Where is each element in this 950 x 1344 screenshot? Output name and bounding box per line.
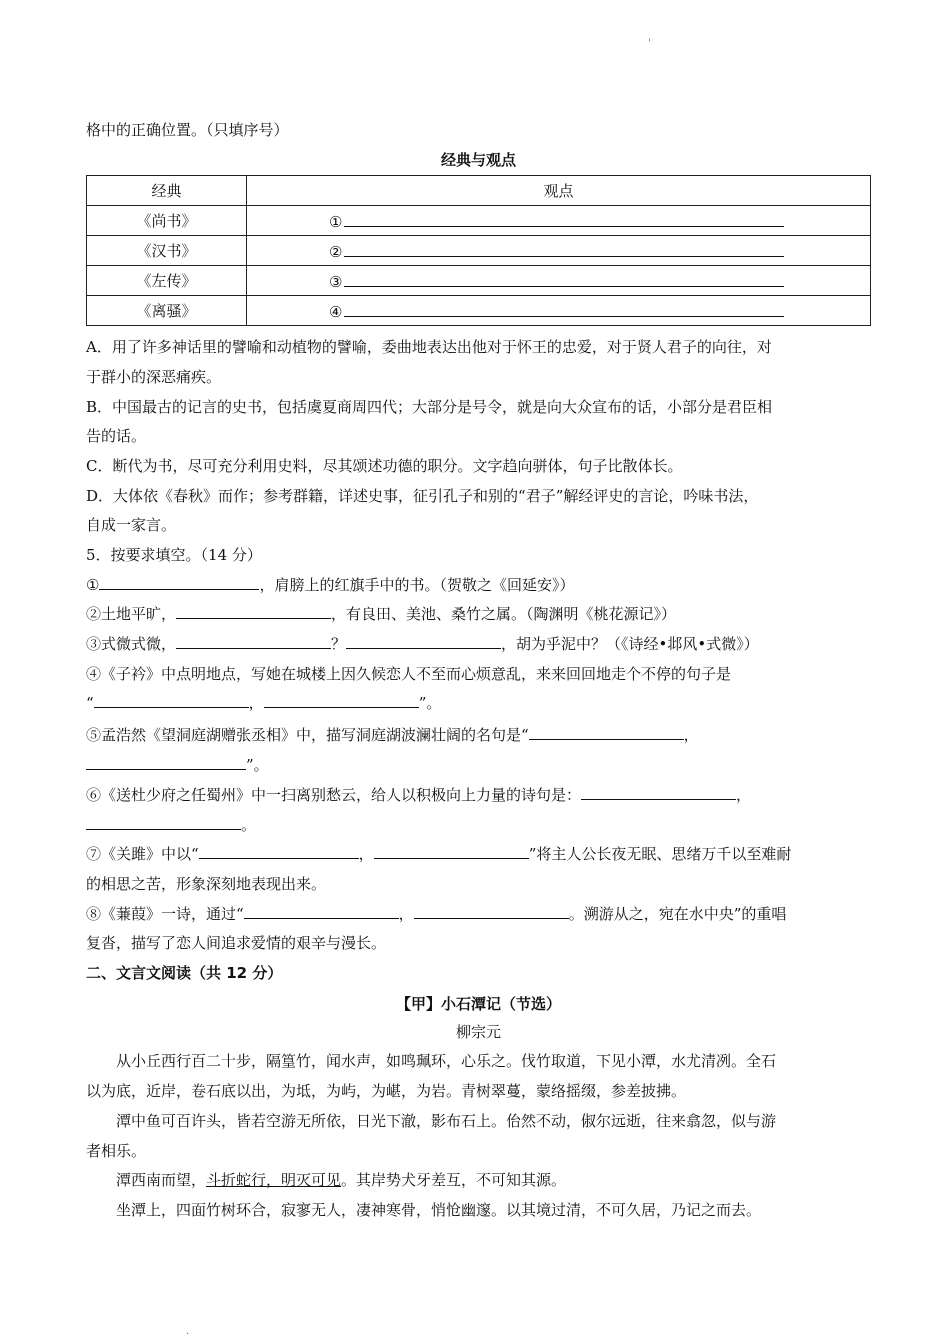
item-text: ②土地平旷， [86, 605, 177, 623]
answer-blank[interactable] [86, 815, 241, 830]
item-text: ，有良田、美池、桑竹之属。（陶渊明《桃花源记》） [331, 605, 677, 623]
item-text: ⑥《送杜少府之任蜀州》中一扫离别愁云，给人以积极向上力量的诗句是： [86, 786, 582, 804]
intro-fragment: 格中的正确位置。（只填序号） [86, 121, 289, 139]
item-text: ， [248, 694, 264, 712]
answer-blank[interactable] [244, 904, 399, 919]
fill-item-3 [86, 633, 876, 655]
classic-cell: 《离骚》 [87, 296, 247, 326]
passage-text: 。其岸势犬牙差互，不可知其源。 [341, 1171, 567, 1189]
passage-title: 【甲】小石潭记（节选） [395, 995, 561, 1013]
slot-number: ① [329, 213, 343, 231]
passage-p2-line2: 者相乐。 [86, 1142, 147, 1160]
fill-item-4-line2 [86, 692, 876, 714]
underlined-sentence: 斗折蛇行，明灭可见 [206, 1171, 342, 1189]
passage-p3 [86, 1169, 906, 1191]
option-c-line1: C．断代为书，尽可充分利用史料，尽其颂述功德的职分。文字趋向骈体，句子比散体长。 [86, 457, 683, 475]
fill-item-6-line2 [86, 814, 876, 836]
item-text: ， [736, 786, 752, 804]
passage-p1-line2: 以为底，近岸，卷石底以出，为坻，为屿，为嵁，为岩。青树翠蔓，蒙络摇缀，参差披拂。 [86, 1082, 687, 1100]
answer-blank[interactable] [94, 693, 249, 708]
top-mark: ' [648, 38, 651, 49]
passage-author: 柳宗元 [455, 1023, 501, 1041]
answer-blank[interactable] [344, 240, 784, 257]
table-row [87, 296, 871, 326]
option-a-line2: 于群小的深恶痛疾。 [86, 368, 222, 386]
fill-item-6-line1 [86, 784, 876, 806]
option-d-line2: 自成一家言。 [86, 516, 177, 534]
answer-blank[interactable] [344, 300, 784, 317]
classic-cell: 《汉书》 [87, 236, 247, 266]
table-header-row [87, 176, 871, 206]
answer-cell[interactable] [247, 236, 871, 266]
table-row [87, 206, 871, 236]
table-row [87, 236, 871, 266]
option-a-line1: A．用了许多神话里的譬喻和动植物的譬喻，委曲地表达出他对于怀王的忠爱，对于贤人君子的向往，对 [86, 338, 772, 356]
header-classic: 经典 [87, 176, 247, 206]
classics-table [86, 175, 871, 326]
question-5-title: 5．按要求填空。（14 分） [86, 546, 262, 564]
slot-number: ④ [329, 303, 343, 321]
fill-item-5-line2 [86, 754, 876, 776]
fill-item-5-line1 [86, 724, 876, 746]
bottom-mark: . [186, 1326, 190, 1337]
answer-blank[interactable] [176, 634, 331, 649]
item-text: 。溯游从之，宛在水中央”的重唱 [568, 905, 787, 923]
item-text: ⑤孟浩然《望洞庭湖赠张丞相》中，描写洞庭湖波澜壮阔的名句是“ [86, 726, 529, 744]
fill-item-1 [86, 574, 876, 596]
option-d-line1: D．大体依《春秋》而作；参考群籍，详述史事，征引孔子和别的“君子”解经评史的言论，吟味书法， [86, 487, 759, 505]
answer-cell[interactable] [247, 206, 871, 236]
fill-item-4-line1: ④《子衿》中点明地点，写她在城楼上因久候恋人不至而心烦意乱，来来回回地走个不停的句子是 [86, 665, 732, 683]
item-text: ③式微式微， [86, 635, 177, 653]
answer-cell[interactable] [247, 266, 871, 296]
passage-p1-line1: 从小丘西行百二十步，隔篁竹，闻水声，如鸣珮环，心乐之。伐竹取道，下见小潭，水尤清冽。全石 [116, 1052, 777, 1070]
item-text: ，胡为乎泥中？（《诗经•邶风•式微》） [501, 635, 759, 653]
answer-blank[interactable] [346, 634, 501, 649]
answer-blank[interactable] [199, 844, 359, 859]
fill-item-2 [86, 603, 876, 625]
answer-blank[interactable] [581, 785, 736, 800]
fill-item-7-line2: 的相思之苦，形象深刻地表现出来。 [86, 875, 327, 893]
item-text: ”。 [418, 694, 442, 712]
slot-number: ② [329, 243, 343, 261]
item-text: ， [358, 845, 374, 863]
answer-blank[interactable] [374, 844, 529, 859]
answer-cell[interactable] [247, 296, 871, 326]
answer-blank[interactable] [99, 575, 259, 590]
item-text: “ [86, 694, 94, 712]
option-b-line2: 告的话。 [86, 427, 147, 445]
answer-blank[interactable] [344, 270, 784, 287]
passage-text: 潭西南而望， [116, 1171, 207, 1189]
passage-p2-line1: 潭中鱼可百许头，皆若空游无所依，日光下澈，影布石上。佁然不动，俶尔远逝，往来翕忽，似与游 [116, 1112, 777, 1130]
section-2-heading: 二、文言文阅读（共 12 分） [86, 964, 283, 982]
answer-blank[interactable] [176, 604, 331, 619]
answer-blank[interactable] [529, 725, 684, 740]
passage-p4: 坐潭上，四面竹树环合，寂寥无人，凄神寒骨，悄怆幽邃。以其境过清，不可久居，乃记之而去。 [116, 1201, 762, 1219]
item-text: ？ [331, 635, 347, 653]
item-text: ，肩膀上的红旗手中的书。（贺敬之《回延安》） [259, 576, 575, 594]
answer-blank[interactable] [344, 210, 784, 227]
item-text: ， [683, 726, 699, 744]
answer-blank[interactable] [264, 693, 419, 708]
table-title: 经典与观点 [440, 151, 516, 169]
classic-cell: 《左传》 [87, 266, 247, 296]
item-text: ”将主人公长夜无眠、思绪万千以至难耐 [528, 845, 792, 863]
fill-item-8-line1 [86, 903, 876, 925]
fill-item-7-line1 [86, 843, 876, 865]
table-row [87, 266, 871, 296]
fill-item-8-line2: 复沓，描写了恋人间追求爱情的艰辛与漫长。 [86, 934, 387, 952]
item-text: ⑧《蒹葭》一诗，通过“ [86, 905, 244, 923]
item-text: ① [86, 576, 100, 594]
header-viewpoint: 观点 [247, 176, 871, 206]
item-text: 。 [241, 816, 257, 834]
classic-cell: 《尚书》 [87, 206, 247, 236]
slot-number: ③ [329, 273, 343, 291]
option-b-line1: B．中国最古的记言的史书，包括虞夏商周四代；大部分是号令，就是向大众宣布的话，小部分是君臣相 [86, 398, 773, 416]
item-text: ， [398, 905, 414, 923]
answer-blank[interactable] [86, 755, 246, 770]
item-text: ⑦《关雎》中以“ [86, 845, 199, 863]
answer-blank[interactable] [414, 904, 569, 919]
item-text: ”。 [246, 756, 269, 774]
